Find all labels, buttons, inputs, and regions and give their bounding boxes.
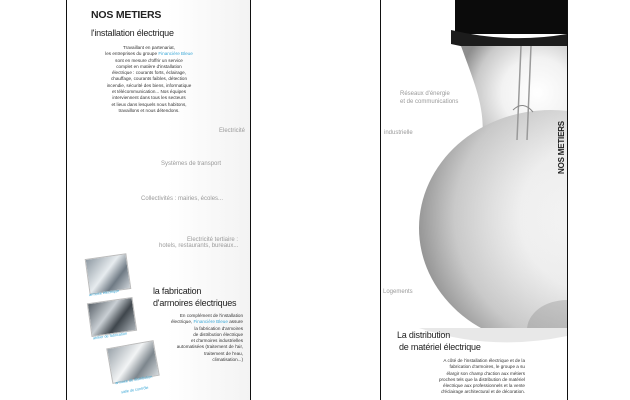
photo-caption: atelier de fabrication: [92, 331, 128, 341]
brand-link[interactable]: Financière Bleue: [158, 51, 193, 57]
section-title-armoires: la fabrication d'armoires électriques: [153, 286, 237, 308]
nav-label-reseaux[interactable]: Réseaux d'énergie et de communications: [400, 91, 459, 105]
vertical-page-title: NOS METIERS: [557, 121, 566, 174]
nav-label-industrielle[interactable]: industrielle: [384, 130, 413, 136]
photo-caption: armoire électrique: [88, 288, 120, 298]
section-title-distribution: La distribution de matériel électrique: [397, 330, 481, 352]
nav-label-electricite[interactable]: Electricité: [219, 128, 246, 134]
left-panel: [67, 0, 250, 400]
photo-armoire-1: [85, 253, 132, 294]
intro-paragraph: Travaillant en partenariat, les entreprises du groupe Financière Bleue sont en mesure d'offrir un service complet en matière d'installation électrique : courants forts, éclairage, chauffage, courants faibles, détection incendie, sécurité des biens, informatique et télécommunication... Nos équipes interviennent dans tous les secteurs et lieux dans lesquels nous habitons, travaillons et nous détendons.: [105, 45, 193, 113]
right-panel: [381, 0, 567, 400]
photo-caption: salle de contrôle: [120, 385, 149, 395]
photo-caption: armoire de distribution: [114, 374, 153, 386]
nav-label-logements[interactable]: Logements: [383, 289, 413, 295]
nav-label-collectivites[interactable]: Collectivités : mairies, écoles...: [141, 196, 224, 202]
armoires-paragraph: En complément de l'installation électrique, Financière Bleue assure la fabrication d'armoires de distribution électrique et d'armoires industrielles automatisées (traitement de l'air, traitement de l'eau, climatisation...): [170, 313, 243, 363]
section-title-installation: l'installation électrique: [91, 28, 174, 38]
brand-link[interactable]: Financière Bleue: [193, 319, 228, 325]
nav-label-tertiaire[interactable]: Electricité tertiaire : hotels, restaurants, bureaux...: [159, 237, 239, 249]
page-title: NOS METIERS: [91, 9, 162, 21]
photo-armoire-2: [87, 297, 137, 337]
nav-label-transport[interactable]: Systèmes de transport: [161, 161, 222, 167]
divider-line-2: [250, 0, 251, 400]
distribution-paragraph: A côté de l'installation électrique et de la fabrication d'armoires, le groupe a su élargir son champ d'action aux métiers proches tels que la distribution de matériel électrique aux professionnels et la vente d'éclairage architectural et de décoration.: [438, 358, 525, 395]
divider-line-4: [567, 0, 568, 400]
